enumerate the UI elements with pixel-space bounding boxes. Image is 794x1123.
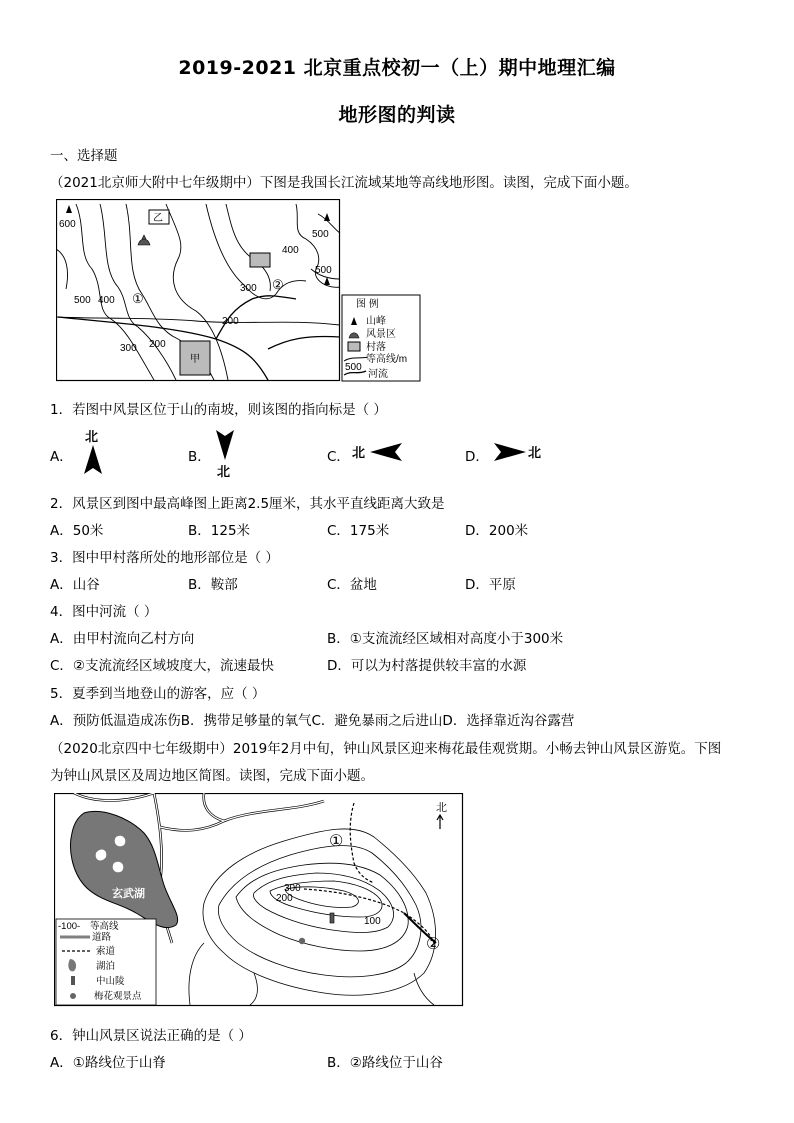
zhongshan-mausoleum-marker: [330, 913, 334, 923]
intro-1: （2021北京师大附中七年级期中）下图是我国长江流域某地等高线地形图。读图，完成下面小题。: [50, 175, 638, 191]
contour-label: 500: [74, 295, 91, 306]
question-5-stem: 5．夏季到当地登山的游客，应（ ）: [50, 686, 266, 702]
north-arrow-up-icon: [80, 428, 106, 478]
legend-cableway: 索道: [96, 946, 116, 957]
intro-2-line-1: （2020北京四中七年级期中）2019年2月中旬，钟山风景区迎来梅花最佳观赏期。小畅去钟山风景区游览。下图: [50, 741, 722, 757]
contour-label: 300: [120, 343, 137, 354]
q6-option-a: A．①路线位于山脊: [50, 1055, 166, 1071]
question-1-stem: 1．若图中风景区位于山的南坡，则该图的指向标是（ ）: [50, 402, 387, 418]
village-yi-label: 乙: [153, 213, 163, 224]
north-arrow-icon: [437, 815, 443, 829]
contour-300-label: 300: [284, 883, 301, 894]
q6-option-b: B．②路线位于山谷: [327, 1055, 443, 1071]
legend-contour: 等高线: [90, 921, 119, 932]
plum-icon: [70, 993, 76, 999]
svg-text:北: 北: [217, 464, 231, 479]
peak-icon: [324, 213, 330, 221]
village-jia-label: 甲: [190, 354, 200, 365]
svg-text:北: 北: [352, 445, 366, 460]
q5-options: A．预防低温造成冻伤B．携带足够量的氧气C．避免暴雨之后进山D．选择靠近沟谷露营: [50, 713, 575, 729]
legend-plum: 梅花观景点: [94, 991, 142, 1002]
q4-option-a: A．由甲村流向乙村方向: [50, 631, 195, 647]
contour-label: 200: [222, 316, 239, 327]
plum-viewpoint-marker: [299, 938, 305, 944]
contour-map-1: [56, 199, 422, 382]
q4-option-b: B．①支流流经区域相对高度小于300米: [327, 631, 564, 647]
north-arrow-left-icon: [352, 440, 408, 464]
legend-road: 道路: [92, 932, 112, 943]
mausoleum-icon: [71, 976, 75, 985]
question-2-stem: 2．风景区到图中最高峰图上距离2.5厘米，其水平直线距离大致是: [50, 496, 445, 512]
legend-lake: 湖泊: [96, 961, 116, 972]
north-label: 北: [436, 802, 447, 814]
section-heading: 一、选择题: [50, 148, 118, 164]
legend-title: 图 例: [356, 299, 379, 310]
intro-2-line-2: 为钟山风景区及周边地区简图。读图，完成下面小题。: [50, 768, 374, 784]
north-arrow-right-icon: [492, 440, 548, 464]
legend-contour: 等高线/m: [366, 354, 408, 365]
scenic-spot-icon: [138, 235, 150, 245]
document-subtitle: 地形图的判读: [338, 104, 456, 126]
question-4-stem: 4．图中河流（ ）: [50, 604, 158, 620]
contour-100-label: 100: [364, 916, 381, 927]
legend-scenic: 风景区: [366, 329, 396, 340]
q3-option-a: A．山谷: [50, 577, 100, 593]
lake-name: 玄武湖: [112, 888, 145, 900]
route-1-label: ①: [329, 833, 344, 850]
village-box: [250, 253, 270, 267]
document-title: 2019-2021 北京重点校初一（上）期中地理汇编: [178, 57, 616, 79]
q3-option-c: C．盆地: [327, 577, 377, 593]
contour-200-label: 200: [276, 893, 293, 904]
legend-river: 河流: [368, 369, 388, 380]
q1-option-b-label: B．: [188, 449, 211, 465]
q2-option-c: C．175米: [327, 523, 390, 539]
question-3-stem: 3．图中甲村落所处的地形部位是（ ）: [50, 550, 279, 566]
q4-option-d: D．可以为村落提供较丰富的水源: [327, 658, 527, 674]
legend-contour-sample: 500: [345, 362, 362, 373]
contour-label: 200: [149, 339, 166, 350]
legend-village: 村落: [366, 342, 386, 353]
question-6-stem: 6．钟山风景区说法正确的是（ ）: [50, 1028, 252, 1044]
q3-option-d: D．平原: [465, 577, 516, 593]
tributary-1-label: ①: [132, 291, 144, 306]
q4-option-c: C．②支流流经区域坡度大，流速最快: [50, 658, 275, 674]
contour-label: 600: [59, 219, 76, 230]
peak-icon: [66, 205, 72, 213]
zhongshan-map: [54, 793, 464, 1007]
legend-mausoleum: 中山陵: [96, 976, 125, 987]
route-2-label: ②: [426, 936, 441, 953]
svg-text:北: 北: [85, 429, 99, 444]
legend-contour-sample: -100-: [58, 921, 81, 932]
contour-label: 400: [282, 245, 299, 256]
village-icon: [348, 342, 360, 351]
contour-label: 400: [98, 295, 115, 306]
contour-label: 500: [315, 265, 332, 276]
q2-option-b: B．125米: [188, 523, 251, 539]
tributary-2-label: ②: [272, 277, 284, 292]
q3-option-b: B．鞍部: [188, 577, 238, 593]
legend-peak: 山峰: [366, 316, 386, 327]
q1-option-a-label: A．: [50, 449, 73, 465]
q2-option-a: A．50米: [50, 523, 104, 539]
q1-option-c-label: C．: [327, 449, 350, 465]
svg-text:北: 北: [528, 445, 542, 460]
q2-option-d: D．200米: [465, 523, 529, 539]
north-arrow-down-icon: [212, 428, 238, 480]
contour-label: 500: [312, 229, 329, 240]
contour-label: 300: [240, 283, 257, 294]
q1-option-d-label: D．: [465, 449, 489, 465]
